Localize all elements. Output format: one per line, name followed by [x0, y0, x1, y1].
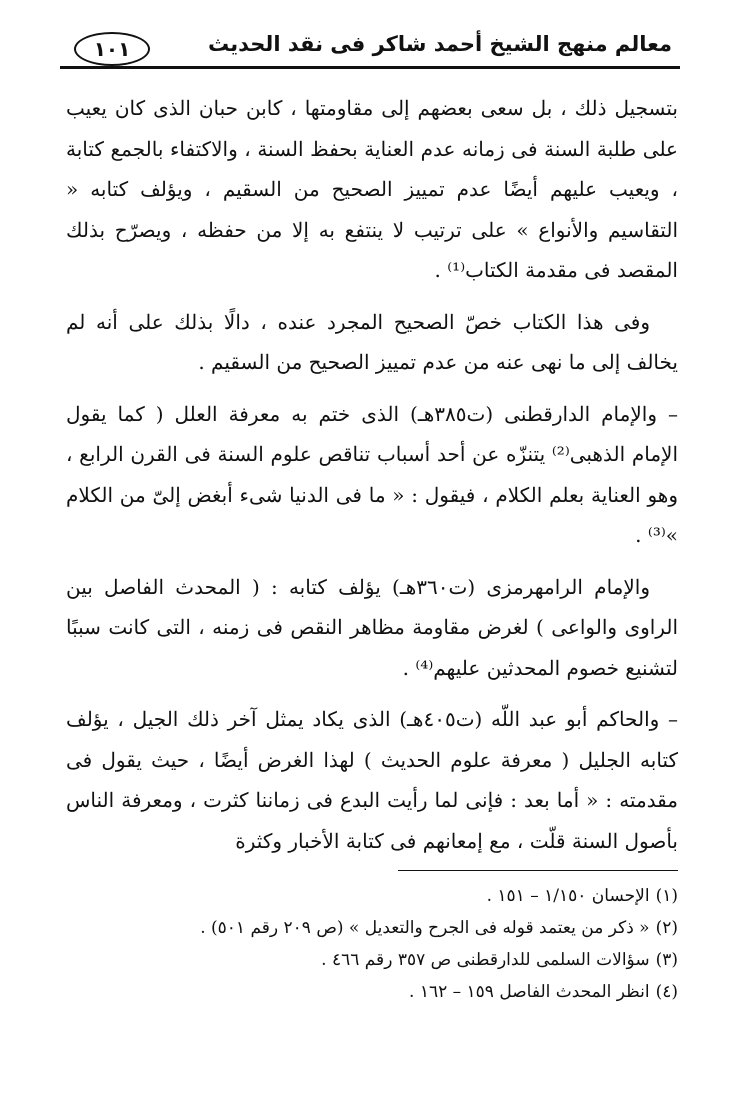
- footnote-number: (٤): [655, 982, 678, 1002]
- footnote-separator: [398, 870, 678, 871]
- footnotes: [66, 880, 678, 1008]
- footnote-text: « ذكر من يعتمد قوله فى الجرح والتعديل » (ص ٢٠٩ رقم ٥٠١) .: [200, 918, 650, 938]
- footnote-4: [66, 976, 678, 1008]
- footnote-number: (١): [655, 886, 678, 906]
- footnote-text: الإحسان ١/١٥٠ – ١٥١ .: [486, 886, 650, 906]
- paragraph-3: – والإمام الدارقطنى (ت٣٨٥هـ) الذى ختم به معرفة العلل ( كما يقول الإمام الذهبى⁽²⁾ يتنزّه عن أحد أسباب تناقص علوم السنة فى القرن الرابع ، وهو العناية بعلم الكلام ، فيقول : « ما فى الدنيا شىء أبغض إلىّ من الكلام »⁽³⁾ .: [66, 401, 679, 547]
- footnote-text: انظر المحدث الفاصل ١٥٩ – ١٦٢ .: [409, 982, 650, 1002]
- footnote-3: [66, 944, 678, 976]
- page-number: ١٠١: [74, 32, 150, 66]
- footnote-2: [66, 912, 678, 944]
- footnote-text: سؤالات السلمى للدارقطنى ص ٣٥٧ رقم ٤٦٦ .: [321, 950, 650, 970]
- paragraph-2: وفى هذا الكتاب خصّ الصحيح المجرد عنده ، دالًا بذلك على أنه لم يخالف إلى ما نهى عنه من عدم تمييز الصحيح من السقيم .: [66, 309, 678, 374]
- paragraph-1: بتسجيل ذلك ، بل سعى بعضهم إلى مقاومتها ، كابن حبان الذى كان يعيب على طلبة السنة فى زمانه عدم العناية بحفظ السنة ، والاكتفاء بالجمع كتابة ، ويعيب عليهم أيضًا عدم تمييز الصحيح من السقيم ، ويؤلف كتابه « التقاسيم والأنواع » على ترتيب لا ينتفع به إلا من حفظه ، ويصرّح بذلك المقصد فى مقدمة الكتاب⁽¹⁾ .: [66, 96, 678, 282]
- running-header: [60, 28, 680, 72]
- paragraph-4: والإمام الرامهرمزى (ت٣٦٠هـ) يؤلف كتابه : ( المحدث الفاصل بين الراوى والواعى ) لغرض مقاومة مظاهر النقص فى زمنه ، التى كانت سببًا لتشنيع خصوم المحدثين عليهم⁽⁴⁾ .: [66, 574, 678, 680]
- footnote-1: [66, 880, 678, 912]
- main-text: [66, 88, 678, 872]
- footnote-number: (٣): [655, 950, 678, 970]
- running-title: معالم منهج الشيخ أحمد شاكر فى نقد الحديث: [208, 32, 672, 56]
- paragraph-5: – والحاكم أبو عبد اللّه (ت٤٠٥هـ) الذى يكاد يمثل آخر ذلك الجيل ، يؤلف كتابه الجليل ( معرفة علوم الحديث ) لهذا الغرض أيضًا ، حيث يقول فى مقدمته : « أما بعد : فإنى لما رأيت البدع فى زماننا كثرت ، ومعرفة الناس بأصول السنة قلّت ، مع إمعانهم فى كتابة الأخبار وكثرة: [66, 707, 679, 853]
- footnote-number: (٢): [655, 918, 678, 938]
- header-rule: [60, 66, 680, 69]
